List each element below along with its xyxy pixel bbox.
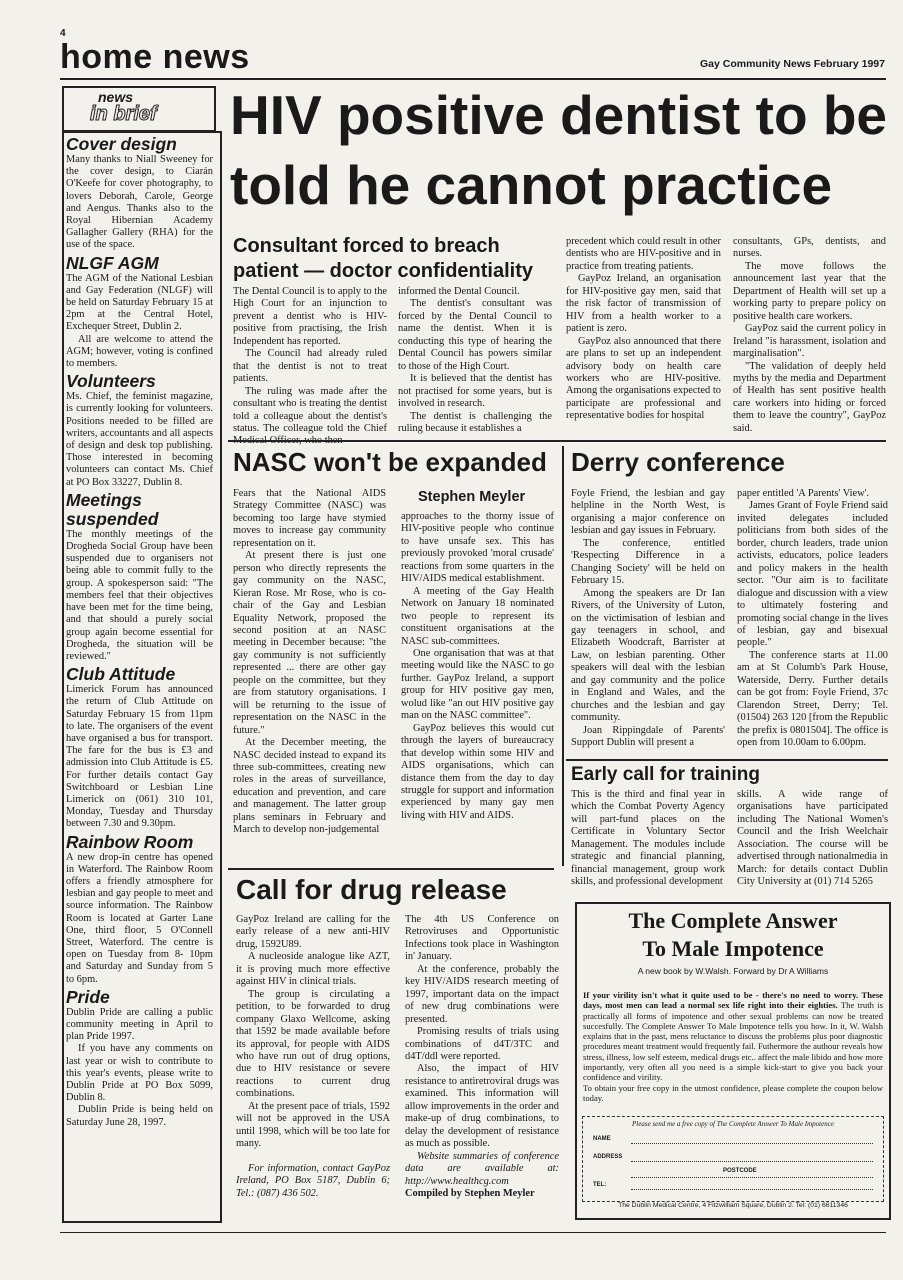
- brief-paragraph: The monthly meetings of the Drogheda Social Group have been suspended due to organisers not being able to commit fully to the group. A spokesperson said: "The members feel that their objectives have been met for the time being, and that should a purely social group again become essential for Drogheda, the situation will be reviewed.": [66, 528, 213, 662]
- nasc-byline: Stephen Meyler: [418, 489, 526, 505]
- lead-subhead-1: Consultant forced to breach: [233, 235, 500, 257]
- drug-column-1: [236, 914, 390, 1200]
- brief-item: [66, 135, 213, 252]
- section-title: home news: [60, 38, 250, 76]
- paragraph: Among the speakers are Dr Ian Rivers, of the University of Luton, on the victimisation of lesbian and gay teenagers in school, and Elizabeth Woodcraft, Barrister at Law, on lesbian parenting. Other speakers will deal with the lesbian and gay community and the police in England and Wales, and the churches and the lesbian and gay community.: [571, 587, 725, 724]
- coupon-name-line[interactable]: [631, 1143, 873, 1144]
- paragraph: The ruling was made after the consultant who is treating the dentist told a colleague about the dentist's status. The colleague told the Chief: [233, 385, 387, 434]
- brief-title: Club Attitude: [66, 664, 176, 685]
- paragraph: A nucleoside analogue like AZT, it is proving much more effective against HIV in clinical trials.: [236, 951, 390, 988]
- drug-credit: Compiled by Stephen Meyler: [405, 1187, 535, 1199]
- sidebar: [66, 133, 213, 1129]
- paragraph: Joan Rippingdale of Parents' Support Dublin will present a: [571, 724, 725, 749]
- training-column-2: [737, 789, 888, 889]
- advert-coupon: [582, 1116, 884, 1202]
- coupon-tel-line[interactable]: [631, 1189, 873, 1190]
- nasc-derry-divider: [562, 446, 564, 866]
- paragraph: GayPoz Ireland, an organisation for HIV-positive gay men, said that the risk factor of transmission of HIV from a health worker to a patient is zero.: [566, 273, 721, 335]
- derry-column-2: [737, 488, 888, 750]
- advert-body: [583, 990, 883, 1103]
- coupon-address-label[interactable]: ADDRESS: [593, 1154, 623, 1160]
- advert-lead: If your virility isn't what it quite used to be - there's no need to worry. These days, most men can lead a normal sex life right into their eighties.: [583, 990, 883, 1011]
- brief-paragraph: Limerick Forum has announced the return of Club Attitude on Saturday February 15 from 11pm to late. The organisers of the event have organised a bus for transport. The fare for the bus is £3 and admission into Club Attitude is £5. For further details contact Gay Switchboard or Lesbian Line Limerick on (061) 310 101, Monday, Tuesday and Thursday between 7.30 and 9.30pm.: [66, 684, 213, 830]
- derry-headline: Derry conference: [571, 447, 785, 477]
- paragraph: The dentist's consultant was forced by the Dental Council to name the dentist. When it is conducting this type of hearing the Dental Council has powers similar to those of the High Court.: [398, 298, 552, 372]
- brief-paragraph: Dublin Pride is being held on Saturday June 28, 1997.: [66, 1104, 213, 1128]
- brief-title: Cover design: [66, 134, 177, 154]
- lead-headline-2: told he cannot practice: [230, 154, 833, 216]
- paragraph: It is believed that the dentist has not practised for some years, but is involved in research.: [398, 373, 552, 410]
- nasc-column-2: [401, 511, 554, 822]
- brief-item: [66, 491, 213, 663]
- paragraph: Foyle Friend, the lesbian and gay helpline in the North West, is organising a major conference on lesbian and gay issues in February.: [571, 488, 725, 537]
- brief-paragraph: If you have any comments on last year or wish to contribute to this year's events, please write to Dublin Pride at PO Box 5099, Dublin 8.: [66, 1043, 213, 1104]
- coupon-heading: Please send me a free copy of The Complete Answer To Male Impotence: [632, 1120, 834, 1128]
- paragraph: Promising results of trials using combinations of d4T/3TC and d4T/ddl were reported.: [405, 1026, 559, 1062]
- brief-title: Meetings suspended: [66, 489, 159, 529]
- brief-title: NLGF AGM: [66, 252, 159, 273]
- coupon-address-line[interactable]: [631, 1161, 873, 1162]
- paragraph: paper entitled 'A Parents' View'.: [737, 488, 870, 499]
- masthead-rule: [60, 78, 886, 80]
- lead-column-3: [566, 236, 721, 423]
- advert-cta: To obtain your free copy in the utmost confidence, please complete the coupon below today.: [583, 1082, 883, 1103]
- lead-bottom-rule: [228, 440, 886, 442]
- paragraph: The group is circulating a petition, to be forwarded to drug company Glaxo Wellcome, asking that 1592 be made available before its approval, for people with AIDS who have run out of drug options, due to HIV resistance or severe reactions to current drug combinations.: [236, 988, 390, 1100]
- drug-contact: For information, contact GayPoz Ireland, PO Box 5187, Dublin 6; Tel.: (087) 436 502.: [236, 1162, 390, 1199]
- training-column-1: [571, 789, 725, 889]
- brief-paragraph: All are welcome to attend the AGM; however, voting is confined to members.: [66, 333, 213, 370]
- advert-body-text: The truth is practically all forms of impotence and other sexual problems can now be treated succesfully. The Complete Answer To Male Impotence tells you how. In it, W. Walsh explains that in the past, mens reluctance to discuss the problems plus poor diagnostic procedures meant treatment would frequently fail. Futhermore the authour reveals how stress, illness, low self esteem, medical drugs etc.. affect the male libido and how more importantly, very often all you need is a simple kick-start to give you back your confidence and virility.: [583, 1000, 883, 1083]
- lead-headline-1: HIV positive dentist to be: [230, 84, 888, 146]
- paragraph: At the present pace of trials, 1592 will not be approved in the USA until 1998, which will be too late for many.: [236, 1100, 390, 1150]
- brief-paragraph: Ms. Chief, the feminist magazine, is currently looking for volunteers. Positions needed to be filled are writers, accountants and all aspects of design and desk top publishing. Those interested in becoming volunteers can contact Ms. Chief at PO Box 33227, Dublin 8.: [66, 391, 213, 488]
- paragraph: The Council had already ruled that the dentist is not to treat patients.: [233, 348, 387, 385]
- paragraph: GayPoz also announced that there are plans to set up an independent advisory body on health care workers who are HIV-positive. Among the organisations expected to participate are professional and representative bodies for hospital: [566, 335, 721, 422]
- brief-item: [66, 372, 213, 489]
- page-bottom-rule: [60, 1232, 886, 1233]
- paragraph: At present there is just one person who directly represents the gay community on the NASC, Kieran Rose. Mr Rose, who is co-chair of the Gay and Lesbian Equality Network, proposed the second position at an NASC meeting in December because: "the gay community is not sufficiently represented ... there are other gay people on the committee, but they are from statutory organisations. I will be returning to the issue of representation on the NASC in the future.": [233, 550, 386, 736]
- paragraph: informed the Dental Council.: [398, 286, 520, 297]
- news-in-brief-logo: [62, 86, 216, 132]
- brief-title: Volunteers: [66, 371, 156, 392]
- paragraph: GayPoz believes this would cut through the layers of bureaucracy that develop within some HIV and AIDS organisations, which can distance them from the day to day struggle for support and information experienced by many gay men living with HIV and AIDS.: [401, 722, 554, 821]
- page-number: 4: [60, 28, 66, 39]
- paragraph: "The validation of deeply held myths by the media and Department of Health has sent positive health care workers into hiding or forced them to leave the country", GayPoz said.: [733, 360, 886, 434]
- paragraph: Fears that the National AIDS Strategy Committee (NASC) was becoming too large have stymied moves to increase gay community representation on it.: [233, 488, 386, 549]
- paragraph: GayPoz said the current policy in Ireland "is harassment, isolation and marginalisation".: [733, 323, 886, 360]
- coupon-postcode-label[interactable]: POSTCODE: [723, 1168, 757, 1174]
- nasc-headline: NASC won't be expanded: [233, 447, 547, 477]
- paragraph: The move follows the announcement last year that the Department of Health will set up a working party to prepare policy on positive health care workers.: [733, 260, 886, 322]
- brief-item: [66, 988, 213, 1129]
- advert-footer: The Dublin Medical Centre, 4 Fitzwilliam Square, Dublin 2. Tel: (01) 6611346: [618, 1202, 848, 1209]
- advert-title-1: The Complete Answer: [628, 908, 838, 933]
- paragraph: skills. A wide range of organisations have participated including The National Women's Council and the Irish Weelchair Association. The course will be advertised through nationalmedia in March: for details contact Dublin City University at (01) 714 5265: [737, 789, 888, 888]
- paragraph: At the December meeting, the NASC decided instead to expand its three sub-committees, creating new roles in the areas of surveillance, education and prevention, and care and management. The latter group plans seminars in February and March to develop non-judgemental: [233, 737, 386, 836]
- impotence-advert: [575, 902, 891, 1220]
- lead-column-1: [233, 286, 387, 448]
- brief-paragraph: The AGM of the National Lesbian and Gay Federation (NLGF) will be held on Saturday February 15 at 2pm at the Central Hotel, Exchequer Street, Dublin 2.: [66, 272, 213, 333]
- coupon-name-label[interactable]: NAME: [593, 1136, 611, 1142]
- paragraph: consultants, GPs, dentists, and nurses.: [733, 236, 886, 260]
- brief-paragraph: Dublin Pride are calling a public community meeting in April to plan Pride 1997.: [66, 1006, 213, 1043]
- logo-bottom: in brief: [90, 103, 157, 125]
- brief-title: Rainbow Room: [66, 831, 194, 852]
- paragraph: One organisation that was at that meeting would like the NASC to go further. GayPoz Ireland, a support group for HIV positive gay men, wolud like "an out HIV positive gay man on the NASC committee".: [401, 647, 554, 722]
- drug-headline: Call for drug release: [236, 874, 507, 905]
- paragraph: James Grant of Foyle Friend said invited delegates included politicians from both sides of the border, church leaders, trade union activists, educators, police leaders and policy makers in the health sector. "Our aim is to facilitate dialogue and discussion with a view to ultimately fostering and promoting social change in the lives of lesbian, gay and bisexual people.": [737, 500, 888, 649]
- paragraph: A meeting of the Gay Health Network on January 18 nominated two people to represent its constituent organisations at the NASC sub-committees.: [401, 585, 554, 647]
- paragraph: GayPoz Ireland are calling for the early release of a new anti-HIV drug, 1592U89.: [236, 914, 390, 950]
- coupon-tel-label[interactable]: TEL:: [593, 1182, 607, 1188]
- paragraph: This is the third and final year in which the Combat Poverty Agency will part-fund places on the Certificate in Voluntary Sector Management. The modules include strategic and financial planning, financial management, group work skills, and professional development: [571, 789, 725, 888]
- brief-item: [66, 254, 213, 371]
- drug-web: Website summaries of conference data are available at: http://www.healthcg.com: [405, 1150, 559, 1187]
- advert-title-2: To Male Impotence: [642, 936, 824, 961]
- brief-paragraph: A new drop-in centre has opened in Waterford. The Rainbow Room offers a friendly atmosphere for lesbian and gay people to meet and source information. The Rainbow Room is located at Garter Lane One, third floor, 5 O'Connell Street, Waterford. The centre is open on Tuesday from 8- 10pm and Saturday and Sunday from 5 to 6pm.: [66, 851, 213, 985]
- lead-column-2: [398, 286, 552, 435]
- issue-line: Gay Community News February 1997: [700, 58, 885, 70]
- advert-byline: A new book by W.Walsh. Forward by Dr A Williams: [637, 966, 829, 976]
- derry-bottom-rule: [566, 759, 888, 761]
- training-headline: Early call for training: [571, 764, 760, 785]
- paragraph: precedent which could result in other dentists who are HIV-positive and in practice from treating patients.: [566, 236, 721, 272]
- paragraph: At the conference, probably the key HIV/AIDS research meeting of 1997, important data on the impact of new drug combinations were presented.: [405, 963, 559, 1025]
- paragraph: Also, the impact of HIV resistance to antiretroviral drugs was examined. This information will allow improvements in the order and make-up of drug combinations, to delay the development of resistance as much as possible.: [405, 1063, 559, 1150]
- logo-top: news: [98, 89, 134, 105]
- paragraph: The conference, entitled 'Respecting Difference in a Changing Society' will be held on February 15.: [571, 537, 725, 587]
- lead-column-4: [733, 236, 886, 435]
- brief-title: Pride: [66, 986, 110, 1007]
- derry-column-1: [571, 488, 725, 750]
- paragraph: The 4th US Conference on Retroviruses and Opportunistic Infections took place in Washington in' January.: [405, 914, 559, 963]
- coupon-address-line-2[interactable]: [631, 1177, 873, 1178]
- brief-item: [66, 665, 213, 830]
- paragraph: The conference starts at 11.00 am at St Columb's Park House, Waterside, Derry. Further details can be got from: Foyle Friend, 37c Clarendon Street, Derry; Tel. (01504) 263 120 [from the Republic the prefix is 0801504]. The office is open from 10.00am to 6.00pm.: [737, 649, 888, 749]
- paragraph: The dentist is challenging the ruling because it establishes a: [398, 410, 552, 434]
- drug-column-2: [405, 914, 559, 1200]
- paragraph: The Dental Council is to apply to the High Court for an injunction to prevent a dentist who is HIV-positive from practising, the Irish Independent has reported.: [233, 286, 387, 347]
- brief-item: [66, 833, 213, 986]
- lead-subhead-2: patient — doctor confidentiality: [233, 260, 534, 282]
- paragraph: approaches to the thorny issue of HIV-positive people who continue to have unsafe sex. This has previously provoked 'moral crusade' reactions from some quarters in the HIV/AIDS medical establishment.: [401, 511, 554, 585]
- brief-paragraph: Many thanks to Niall Sweeney for the cover design, to Ciarán O'Keefe for cover photography, to lovers Deborah, Carole, George and Aengus. Thanks also to the Royal Hibernian Academy Gallagher Gallery (RHA) for the use of the space.: [66, 154, 213, 251]
- nasc-column-1: [233, 488, 386, 837]
- nasc-bottom-rule: [228, 868, 554, 870]
